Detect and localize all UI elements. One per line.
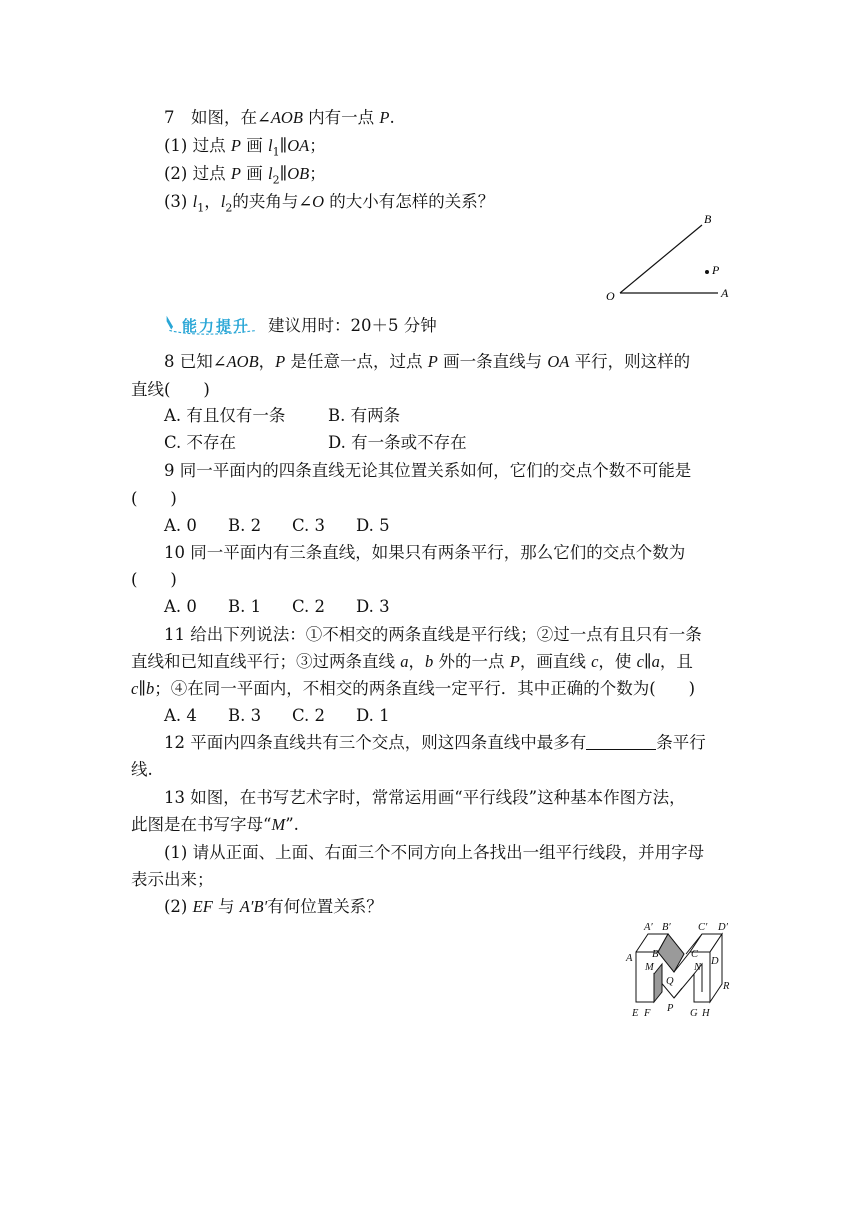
q12-answer-blank[interactable] <box>586 733 656 750</box>
angle-aob-figure <box>600 205 740 305</box>
q11-line3: c∥b；④在同一平面内，不相交的两条直线一定平行．其中正确的个数为( ) <box>131 679 696 698</box>
q12-line2: 线. <box>131 760 153 779</box>
section-title: 能力提升 <box>182 317 251 335</box>
q8-options-ab <box>164 406 400 426</box>
m-label-h: H <box>702 1008 710 1019</box>
q11-option-a: A. 4 <box>164 706 197 725</box>
q8-option-d: D. 有一条或不存在 <box>328 433 467 452</box>
letter-m-figure <box>622 918 742 1022</box>
q9-line2: ( ) <box>131 489 177 508</box>
q13-line1: 13 如图，在书写艺术字时，常常运用画“平行线段”这种基本作图方法， <box>164 788 686 807</box>
q9-options <box>164 516 390 536</box>
m-label-g: G <box>690 1008 698 1019</box>
q8-line1: 8 已知∠AOB，P 是任意一点，过点 P 画一条直线与 OA 平行，则这样的 <box>164 352 691 371</box>
m-right-face <box>710 934 722 1002</box>
q10-options <box>164 597 390 617</box>
q9-option-b: B. 2 <box>228 516 262 535</box>
q8-option-b: B. 有两条 <box>328 406 401 425</box>
m-label-n: N <box>694 962 702 973</box>
m-label-p: P <box>667 1003 674 1014</box>
m-label-e: E <box>632 1008 639 1019</box>
m-label-r: R <box>723 981 730 992</box>
q9-option-d: D. 5 <box>356 516 390 535</box>
q10-option-a: A. 0 <box>164 597 197 616</box>
q13-part2: (2) EF 与 A′B′有何位置关系？ <box>164 897 383 916</box>
m-label-b: B <box>652 949 659 960</box>
q12-line1: 12 平面内四条直线共有三个交点，则这四条直线中最多有 条平行 <box>164 733 706 752</box>
q11-line2: 直线和已知直线平行；③过两条直线 a，b 外的一点 P，画直线 c，使 c∥a，且 <box>131 652 693 671</box>
q7-part1: (1) 过点 P 画 $l_1\parallel OA$； <box>164 136 326 159</box>
q13-part1-line2: 表示出来； <box>131 870 214 889</box>
q10-line2: ( ) <box>131 570 177 589</box>
q9-option-a: A. 0 <box>164 516 197 535</box>
m-label-m: M <box>645 962 654 973</box>
q11-option-b: B. 3 <box>228 706 262 725</box>
section-time-note: 建议用时：20＋5 分钟 <box>268 316 437 335</box>
q9-line1: 9 同一平面内的四条直线无论其位置关系如何，它们的交点个数不可能是 <box>164 461 692 480</box>
q11-options <box>164 706 390 726</box>
q10-line1: 10 同一平面内有三条直线，如果只有两条平行，那么它们的交点个数为 <box>164 543 686 562</box>
q11-option-c: C. 2 <box>292 706 326 725</box>
q7-part2: (2) 过点 P 画 $l_2\parallel OB$； <box>164 164 326 187</box>
q10-option-d: D. 3 <box>356 597 390 616</box>
label-b: B <box>704 212 712 226</box>
m-label-bp: B′ <box>662 922 671 933</box>
q13-part1-line1: (1) 请从正面、上面、右面三个不同方向上各找出一组平行线段，并用字母 <box>164 843 705 862</box>
m-label-d: D <box>711 956 719 967</box>
q11-option-d: D. 1 <box>356 706 390 725</box>
q8-option-a: A. 有且仅有一条 <box>164 406 286 425</box>
m-label-ap: A′ <box>644 922 653 933</box>
q9-option-c: C. 3 <box>292 516 326 535</box>
m-label-dp: D′ <box>718 922 728 933</box>
point-p <box>705 270 709 274</box>
q8-line2: 直线( ) <box>131 380 210 399</box>
label-o: O <box>606 289 615 303</box>
q7-part3: (3) $l_1$，$l_2$的夹角与∠O 的大小有怎样的关系？ <box>164 192 495 215</box>
ray-ob <box>620 225 702 293</box>
q11-line1: 11 给出下列说法：①不相交的两条直线是平行线；②过一点有且只有一条 <box>164 625 702 644</box>
m-label-f: F <box>644 1008 651 1019</box>
label-a: A <box>721 286 729 300</box>
label-p: P <box>712 263 720 277</box>
q13-line2: 此图是在书写字母“M”. <box>131 815 299 834</box>
m-label-q: Q <box>666 976 674 987</box>
m-label-c: C <box>691 949 699 960</box>
m-label-cp: C′ <box>698 922 708 933</box>
q10-option-b: B. 1 <box>228 597 262 616</box>
m-label-a: A <box>626 953 633 964</box>
q10-option-c: C. 2 <box>292 597 326 616</box>
q7-stem: 7 如图，在∠AOB 内有一点 P. <box>164 108 395 127</box>
q8-option-c: C. 不存在 <box>164 433 237 452</box>
q8-options-cd <box>164 433 467 453</box>
